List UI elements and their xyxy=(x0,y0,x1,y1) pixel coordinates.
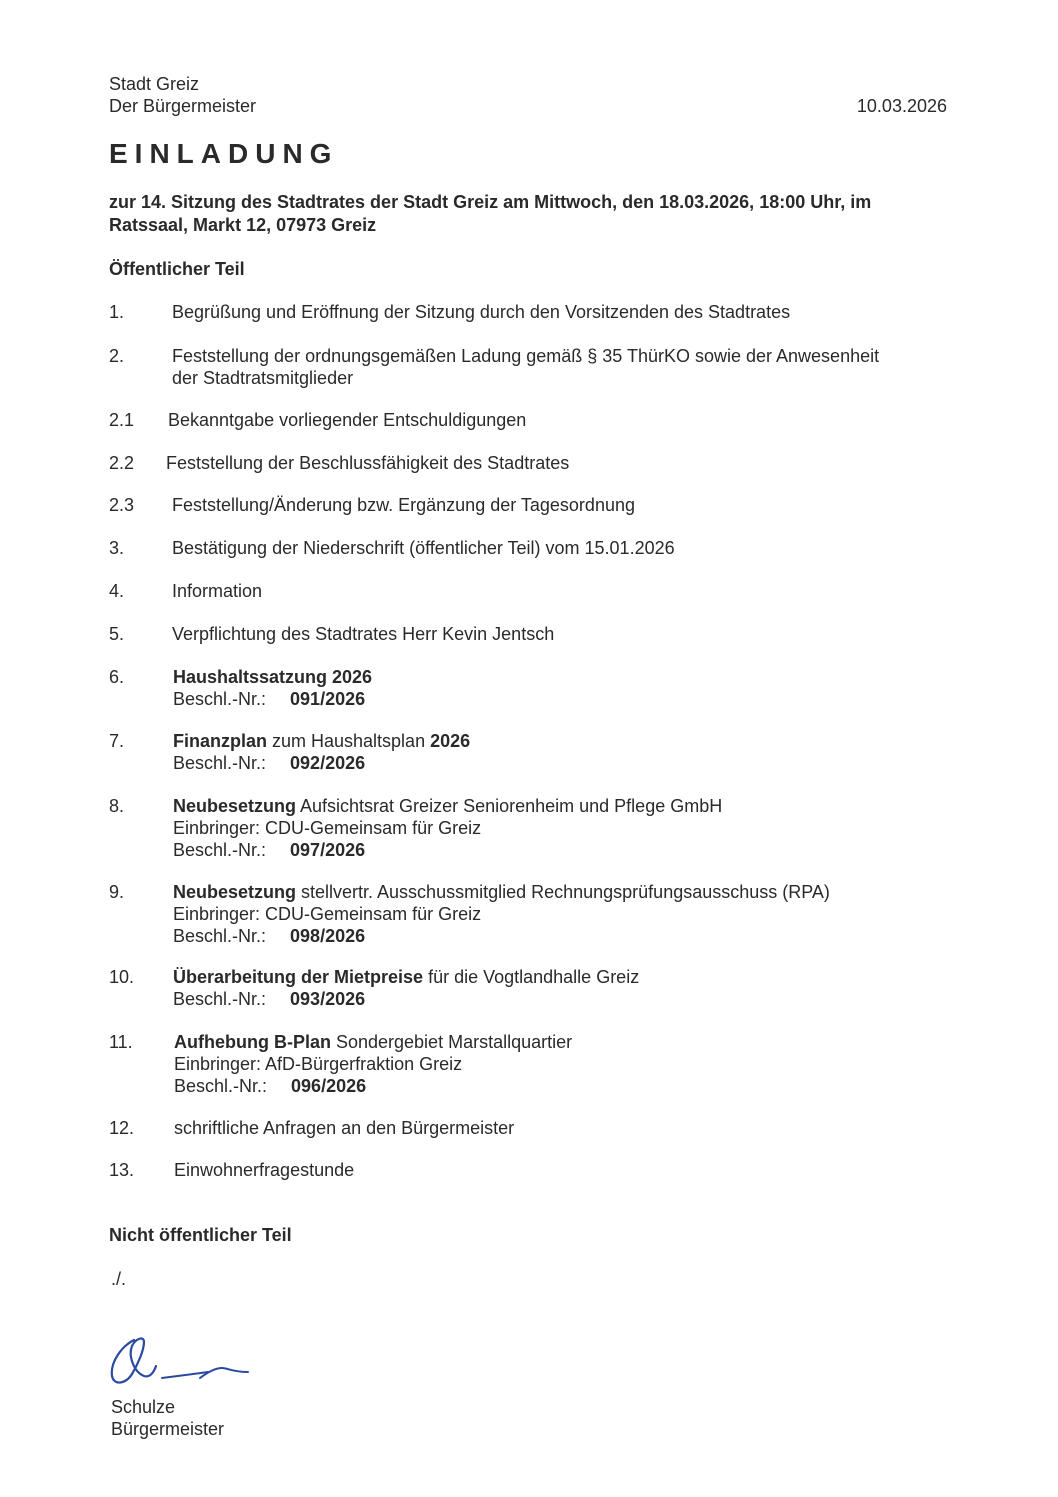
agenda-item-13: Einwohnerfragestunde xyxy=(174,1160,355,1180)
resolution-number-row xyxy=(173,839,722,861)
item-title xyxy=(173,730,470,752)
item-number: 6. xyxy=(109,667,125,687)
item-number: 7. xyxy=(109,731,125,751)
item-title xyxy=(173,966,639,988)
item-title-bold: Aufhebung B-Plan xyxy=(174,1032,331,1052)
item-title-rest: zum Haushaltsplan xyxy=(267,731,431,751)
item-number: 8. xyxy=(109,796,125,816)
document-date: 10.03.2026 xyxy=(856,96,947,116)
item-number: 10. xyxy=(109,967,135,987)
item-number: 4. xyxy=(109,581,125,601)
agenda-item-6 xyxy=(173,666,372,710)
resolution-number: 096/2026 xyxy=(291,1076,367,1096)
handwritten-signature-icon xyxy=(104,1332,264,1397)
agenda-item-2-line2: der Stadtratsmitglieder xyxy=(172,368,354,388)
item-number: 2.2 xyxy=(109,453,135,473)
item-title xyxy=(174,1031,572,1053)
item-title-year: 2026 xyxy=(430,731,471,751)
agenda-item-2-1: Bekanntgabe vorliegender Entschuldigungen xyxy=(168,410,527,430)
submitter: Einbringer: AfD-Bürgerfraktion Greiz xyxy=(174,1054,463,1074)
item-number: 2.3 xyxy=(109,495,135,515)
agenda-item-2 xyxy=(172,345,879,389)
agenda-item-7 xyxy=(173,730,470,774)
agenda-item-2-2: Feststellung der Beschlussfähigkeit des Stadtrates xyxy=(166,453,570,473)
agenda-item-1: Begrüßung und Eröffnung der Sitzung durch den Vorsitzenden des Stadtrates xyxy=(172,302,791,322)
resolution-label: Beschl.-Nr.: xyxy=(173,840,267,860)
agenda-item-4: Information xyxy=(172,581,263,601)
resolution-number: 098/2026 xyxy=(290,926,366,946)
item-number: 9. xyxy=(109,882,125,902)
agenda-item-9 xyxy=(173,881,830,947)
signatory-name: Schulze xyxy=(111,1397,176,1417)
resolution-label: Beschl.-Nr.: xyxy=(173,689,267,709)
submitter: Einbringer: CDU-Gemeinsam für Greiz xyxy=(173,904,482,924)
item-number: 11. xyxy=(109,1032,133,1052)
item-number: 2. xyxy=(109,346,125,366)
item-number: 2.1 xyxy=(109,410,135,430)
resolution-number-row xyxy=(173,752,470,774)
item-title xyxy=(173,795,722,817)
resolution-number: 093/2026 xyxy=(290,989,366,1009)
public-section-heading: Öffentlicher Teil xyxy=(109,259,245,279)
item-number: 1. xyxy=(109,302,125,322)
office-name: Der Bürgermeister xyxy=(109,96,257,116)
signatory-role: Bürgermeister xyxy=(111,1419,225,1439)
resolution-number-row xyxy=(173,988,639,1010)
item-number: 12. xyxy=(109,1118,135,1138)
agenda-item-12: schriftliche Anfragen an den Bürgermeister xyxy=(174,1118,515,1138)
item-title-bold: Neubesetzung xyxy=(173,882,297,902)
item-title: Haushaltssatzung 2026 xyxy=(173,667,373,687)
item-title-rest: stellvertr. Ausschussmitglied Rechnungsprüfungsausschuss (RPA) xyxy=(296,882,830,902)
resolution-label: Beschl.-Nr.: xyxy=(173,926,267,946)
resolution-number-row xyxy=(173,925,830,947)
agenda-item-3: Bestätigung der Niederschrift (öffentlicher Teil) vom 15.01.2026 xyxy=(172,538,675,558)
item-title xyxy=(173,881,830,903)
item-title-rest: für die Vogtlandhalle Greiz xyxy=(423,967,640,987)
city-name: Stadt Greiz xyxy=(109,74,200,94)
submitter: Einbringer: CDU-Gemeinsam für Greiz xyxy=(173,818,482,838)
resolution-number-row xyxy=(174,1075,572,1097)
resolution-number: 097/2026 xyxy=(290,840,366,860)
resolution-label: Beschl.-Nr.: xyxy=(173,989,267,1009)
resolution-label: Beschl.-Nr.: xyxy=(173,753,267,773)
item-title-rest: Sondergebiet Marstallquartier xyxy=(330,1032,573,1052)
resolution-number-row xyxy=(173,688,372,710)
item-number: 13. xyxy=(109,1160,135,1180)
agenda-item-8 xyxy=(173,795,722,861)
meeting-details: zur 14. Sitzung des Stadtrates der Stadt Greiz am Mittwoch, den 18.03.2026, 18:00 Uhr, im Ratssaal, Markt 12, 07973 Greiz xyxy=(109,192,872,235)
resolution-number: 092/2026 xyxy=(290,753,366,773)
document-title: EINLADUNG xyxy=(109,138,339,169)
agenda-item-11 xyxy=(174,1031,572,1097)
item-number: 5. xyxy=(109,624,125,644)
item-title-bold: Finanzplan xyxy=(173,731,267,751)
agenda-item-2-line1: Feststellung der ordnungsgemäßen Ladung gemäß § 35 ThürKO sowie der Anwesenheit xyxy=(172,346,880,366)
private-section-content: ./. xyxy=(111,1269,127,1289)
item-number: 3. xyxy=(109,538,125,558)
item-title-bold: Neubesetzung xyxy=(173,796,297,816)
agenda-item-10 xyxy=(173,966,639,1010)
agenda-item-2-3: Feststellung/Änderung bzw. Ergänzung der Tagesordnung xyxy=(172,495,635,515)
private-section-heading: Nicht öffentlicher Teil xyxy=(109,1225,292,1245)
item-title-bold: Überarbeitung der Mietpreise xyxy=(173,967,424,987)
agenda-item-5: Verpflichtung des Stadtrates Herr Kevin Jentsch xyxy=(172,624,555,644)
resolution-number: 091/2026 xyxy=(290,689,366,709)
item-title-rest: Aufsichtsrat Greizer Seniorenheim und Pflege GmbH xyxy=(296,796,723,816)
resolution-label: Beschl.-Nr.: xyxy=(174,1076,268,1096)
